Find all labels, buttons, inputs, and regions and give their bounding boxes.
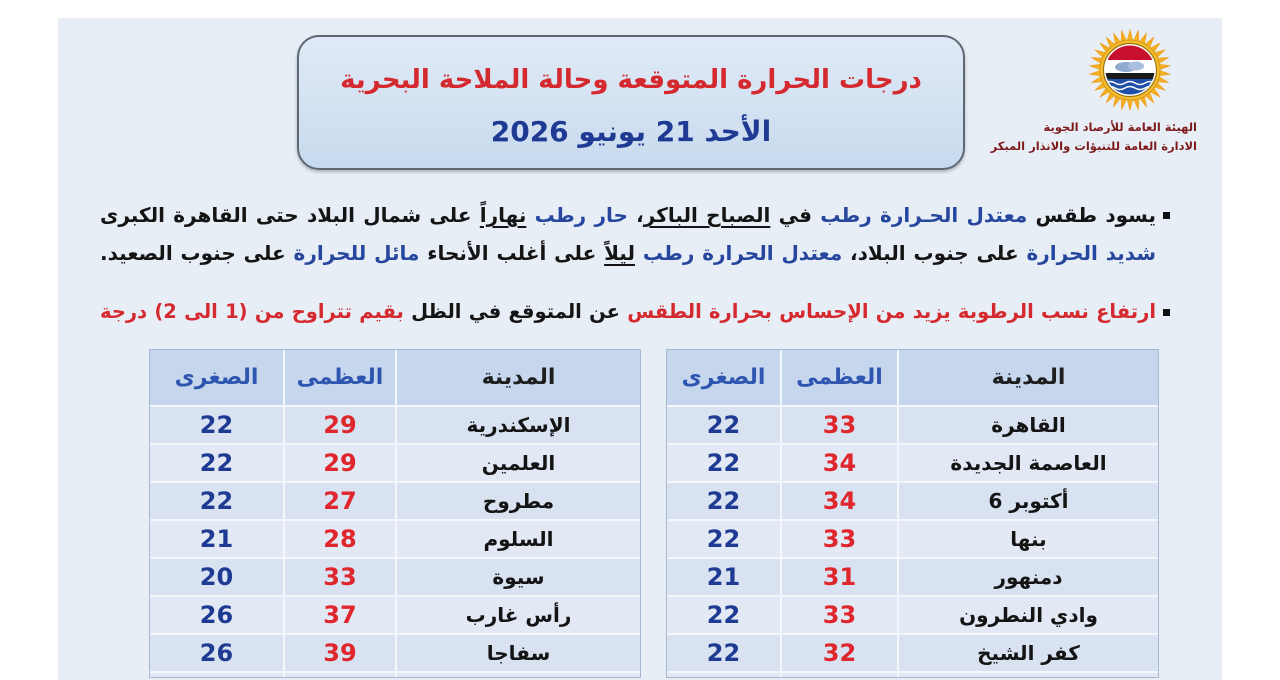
highlighted-text: ارتفاع نسب الرطوبة يزيد من الإحساس بحرارة الطقس: [627, 300, 1157, 323]
table-row: [150, 559, 640, 597]
min-temp-cell: 22: [667, 597, 780, 635]
min-temp-cell: 26: [150, 597, 283, 635]
underlined-text: الصباح الباكر: [643, 203, 771, 227]
max-temp-cell: 27: [283, 483, 395, 521]
plain-text: على شمال البلاد حتى القاهرة الكبرى: [100, 203, 480, 227]
bullet-line: [100, 293, 1156, 331]
min-temp-cell: 21: [667, 559, 780, 597]
city-cell: رأس غارب: [395, 597, 640, 635]
plain-text: عن المتوقع في الظل: [403, 300, 628, 323]
city-cell: كفر الشيخ: [897, 635, 1158, 673]
column-header-max: العظمى: [283, 350, 395, 407]
empty-cell: [150, 673, 283, 677]
empty-cell: [897, 673, 1158, 677]
forecast-date: الأحد 21 يونيو 2026: [490, 115, 772, 148]
column-header-max: العظمى: [780, 350, 897, 407]
table-row: [150, 483, 640, 521]
city-cell: 6 أكتوبر: [897, 483, 1158, 521]
empty-cell: [667, 673, 780, 677]
forecast-bullet-humidity: [100, 293, 1156, 331]
bullet-marker: [1163, 212, 1170, 219]
table-row: [667, 521, 1158, 559]
highlighted-text: معتدل الحـرارة رطب: [820, 203, 1028, 227]
plain-text: يسود طقس: [1027, 203, 1157, 227]
city-cell: مطروح: [395, 483, 640, 521]
temperature-table-2: [150, 350, 640, 677]
column-header-city: المدينة: [395, 350, 640, 407]
min-temp-cell: 22: [150, 407, 283, 445]
empty-cell: [780, 673, 897, 677]
plain-text: ،: [627, 203, 644, 227]
table-row: [667, 445, 1158, 483]
min-temp-cell: 22: [150, 445, 283, 483]
city-cell: الإسكندرية: [395, 407, 640, 445]
city-cell: العاصمة الجديدة: [897, 445, 1158, 483]
max-temp-cell: 29: [283, 445, 395, 483]
max-temp-cell: 33: [780, 521, 897, 559]
highlighted-text: شديد الحرارة: [1026, 241, 1157, 265]
table-header-row: [150, 350, 640, 407]
table-header-row: [667, 350, 1158, 407]
city-cell: القاهرة: [897, 407, 1158, 445]
max-temp-cell: 39: [283, 635, 395, 673]
city-cell: سيوة: [395, 559, 640, 597]
plain-text: على أغلب الأنحاء: [419, 241, 605, 265]
min-temp-cell: 22: [667, 445, 780, 483]
city-cell: وادي النطرون: [897, 597, 1158, 635]
highlighted-text: بقيم تتراوح من (1 الى 2) درجة: [100, 300, 404, 323]
city-cell: بنها: [897, 521, 1158, 559]
underlined-text: نهاراً: [479, 203, 527, 227]
max-temp-cell: 37: [283, 597, 395, 635]
city-cell: السلوم: [395, 521, 640, 559]
meteorological-authority-logo-icon: [1088, 28, 1172, 112]
temperature-table-1: [667, 350, 1158, 677]
forecast-bullet-weather: [100, 196, 1156, 272]
table-row-cut-off: [667, 673, 1158, 677]
min-temp-cell: 22: [667, 521, 780, 559]
city-cell: دمنهور: [897, 559, 1158, 597]
table-row: [150, 597, 640, 635]
min-temp-cell: 20: [150, 559, 283, 597]
plain-text: على جنوب الصعيد.: [100, 241, 294, 265]
table-row: [150, 445, 640, 483]
min-temp-cell: 22: [150, 483, 283, 521]
min-temp-cell: 22: [667, 635, 780, 673]
table-row: [150, 635, 640, 673]
max-temp-cell: 28: [283, 521, 395, 559]
city-cell: العلمين: [395, 445, 640, 483]
column-header-city: المدينة: [897, 350, 1158, 407]
bullet-line: [100, 234, 1156, 272]
min-temp-cell: 26: [150, 635, 283, 673]
table-row: [667, 597, 1158, 635]
bullet-marker: [1163, 309, 1170, 316]
table-row: [667, 559, 1158, 597]
empty-cell: [283, 673, 395, 677]
max-temp-cell: 34: [780, 445, 897, 483]
max-temp-cell: 33: [283, 559, 395, 597]
table-row: [667, 635, 1158, 673]
table-row: [150, 407, 640, 445]
organization-department: الادارة العامة للتنبؤات والانذار المبكر: [990, 139, 1197, 153]
min-temp-cell: 21: [150, 521, 283, 559]
city-cell: سفاجا: [395, 635, 640, 673]
max-temp-cell: 31: [780, 559, 897, 597]
column-header-min: الصغرى: [667, 350, 780, 407]
bulletin-title-box: [297, 35, 965, 170]
bullet-line: [100, 196, 1156, 234]
plain-text: في: [770, 203, 821, 227]
min-temp-cell: 22: [667, 483, 780, 521]
table-row: [667, 407, 1158, 445]
max-temp-cell: 29: [283, 407, 395, 445]
highlighted-text: حار رطب: [526, 203, 628, 227]
max-temp-cell: 33: [780, 597, 897, 635]
column-header-min: الصغرى: [150, 350, 283, 407]
table-row-cut-off: [150, 673, 640, 677]
max-temp-cell: 33: [780, 407, 897, 445]
organization-name: الهيئة العامة للأرصاد الجوية: [1043, 120, 1197, 134]
max-temp-cell: 32: [780, 635, 897, 673]
table-row: [667, 483, 1158, 521]
underlined-text: ليلاً: [604, 241, 635, 265]
min-temp-cell: 22: [667, 407, 780, 445]
highlighted-text: مائل للحرارة: [293, 241, 420, 265]
empty-cell: [395, 673, 640, 677]
page-title: درجات الحرارة المتوقعة وحالة الملاحة البحرية: [340, 65, 922, 95]
max-temp-cell: 34: [780, 483, 897, 521]
table-row: [150, 521, 640, 559]
highlighted-text: معتدل الحرارة رطب: [634, 241, 843, 265]
plain-text: على جنوب البلاد،: [842, 241, 1027, 265]
